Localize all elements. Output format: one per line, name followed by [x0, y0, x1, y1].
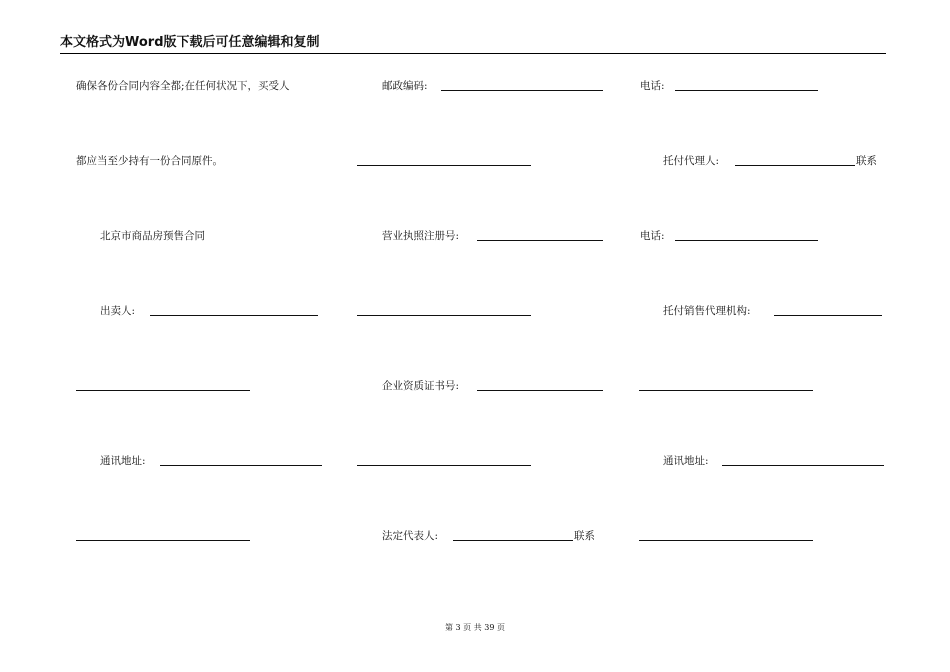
- legal-rep-label: 法定代表人:: [382, 530, 439, 542]
- phone-label-2: 电话:: [640, 230, 665, 242]
- qualification-blank[interactable]: [477, 390, 603, 391]
- agent-blank[interactable]: [735, 165, 855, 166]
- phone-blank-1[interactable]: [675, 90, 818, 91]
- contract-title: 北京市商品房预售合同: [100, 230, 205, 242]
- sales-agency-blank[interactable]: [774, 315, 882, 316]
- middle-blank-1[interactable]: [357, 165, 531, 166]
- middle-blank-3[interactable]: [357, 465, 531, 466]
- left-line-2: 都应当至少持有一份合同原件。: [76, 155, 223, 167]
- left-line-1: 确保各份合同内容全都;在任何状况下，买受人: [76, 80, 290, 92]
- sales-agency-label: 托付销售代理机构:: [663, 305, 751, 317]
- agency-address-blank[interactable]: [722, 465, 884, 466]
- left-blank-2[interactable]: [76, 540, 250, 541]
- legal-rep-blank[interactable]: [453, 540, 573, 541]
- agent-suffix: 联系: [856, 155, 877, 167]
- qualification-label: 企业资质证书号:: [382, 380, 460, 392]
- postcode-blank[interactable]: [441, 90, 603, 91]
- header-title: 本文格式为Word版下载后可任意编辑和复制: [60, 35, 320, 50]
- agency-address-label: 通讯地址:: [663, 455, 709, 467]
- right-blank-1[interactable]: [639, 390, 813, 391]
- phone-blank-2[interactable]: [675, 240, 818, 241]
- phone-label-1: 电话:: [640, 80, 665, 92]
- right-blank-2[interactable]: [639, 540, 813, 541]
- seller-label: 出卖人:: [100, 305, 136, 317]
- postcode-label: 邮政编码:: [382, 80, 428, 92]
- page-header: [60, 35, 886, 54]
- business-license-label: 营业执照注册号:: [382, 230, 460, 242]
- legal-rep-suffix: 联系: [574, 530, 595, 542]
- seller-address-blank[interactable]: [160, 465, 322, 466]
- seller-blank[interactable]: [150, 315, 318, 316]
- left-blank-1[interactable]: [76, 390, 250, 391]
- seller-address-label: 通讯地址:: [100, 455, 146, 467]
- middle-blank-2[interactable]: [357, 315, 531, 316]
- business-license-blank[interactable]: [477, 240, 603, 241]
- agent-label: 托付代理人:: [663, 155, 720, 167]
- page-number: 第 3 页 共 39 页: [445, 623, 505, 632]
